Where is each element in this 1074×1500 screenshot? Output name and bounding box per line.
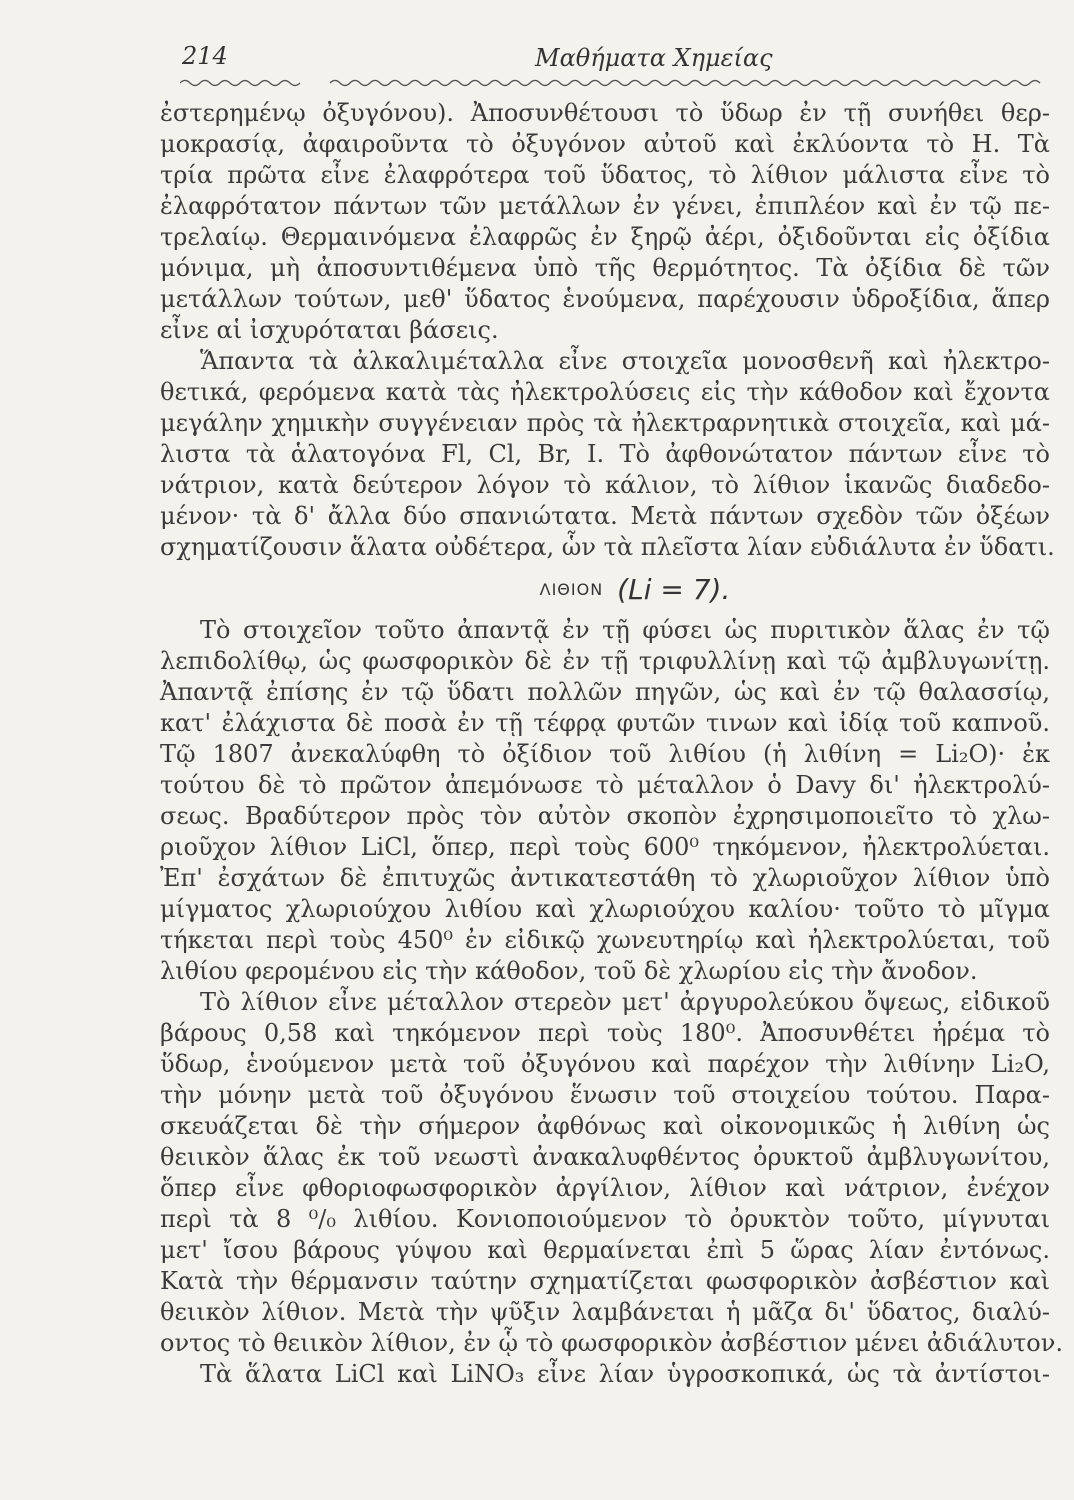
text-line: τήκεται περὶ τοὺς 450⁰ ἐν εἰδικῷ χωνευτηρίῳ καὶ ἠλεκτρολύεται, τοῦ (160, 926, 1050, 954)
text-line: λεπιδολίθῳ, ὡς φωσφορικὸν δὲ ἐν τῇ τριφυλλίνῃ καὶ τῷ ἀμβλυγωνίτῃ. (160, 647, 1050, 675)
text-line: μίγματος χλωριούχου λιθίου καὶ χλωριούχου καλίου· τοῦτο τὸ μῖγμα (160, 895, 1050, 923)
section-heading-formula: (Li = 7). (617, 572, 731, 606)
section-heading-label: ΛΙΘΙΟΝ (539, 579, 604, 599)
text-line: ὅπερ εἶνε φθοριοφωσφορικὸν ἀργίλιον, λίθιον καὶ νάτριον, ἐνέχον (160, 1174, 1050, 1202)
text-line: μοκρασίᾳ, ἀφαιροῦντα τὸ ὀξυγόνον αὐτοῦ καὶ ἐκλύοντα τὸ Η. Τὰ (160, 130, 1050, 158)
text-line: ριοῦχον λίθιον LiCl, ὅπερ, περὶ τοὺς 600⁰ τηκόμενον, ἠλεκτρολύεται. (160, 833, 1050, 861)
text-line: ἐλαφρότατον πάντων τῶν μετάλλων ἐν γένει, ἐπιπλέον καὶ ἐν τῷ πε- (160, 192, 1050, 220)
text-line: Τὸ λίθιον εἶνε μέταλλον στερεὸν μετ' ἀργυρολεύκου ὄψεως, εἰδικοῦ (200, 988, 1050, 1016)
text-line: κατ' ἐλάχιστα δὲ ποσὰ ἐν τῇ τέφρᾳ φυτῶν τινων καὶ ἰδίᾳ τοῦ καπνοῦ. (160, 709, 1050, 737)
text-line: τούτου δὲ τὸ πρῶτον ἀπεμόνωσε τὸ μέταλλον ὁ Davy δι' ἠλεκτρολύ- (160, 771, 1050, 799)
text-line: σεως. Βραδύτερον πρὸς τὸν αὐτὸν σκοπὸν ἐχρησιμοποιεῖτο τὸ χλω- (160, 802, 1050, 830)
text-line: Τὰ ἅλατα LiCl καὶ LiNO₃ εἶνε λίαν ὑγροσκοπικά, ὡς τὰ ἀντίστοι- (200, 1360, 1050, 1388)
text-line: μεγάλην χημικὴν συγγένειαν πρὸς τὰ ἠλεκτραρνητικὰ στοιχεῖα, καὶ μά- (160, 409, 1050, 437)
text-line: ὕδωρ, ἑνούμενον μετὰ τοῦ ὀξυγόνου καὶ παρέχον τὴν λιθίνην Li₂O, (160, 1050, 1050, 1078)
text-line: Τὸ στοιχεῖον τοῦτο ἀπαντᾷ ἐν τῇ φύσει ὡς πυριτικὸν ἅλας ἐν τῷ (200, 616, 1050, 644)
text-line: οντος τὸ θειικὸν λίθιον, ἐν ᾧ τὸ φωσφορικὸν ἀσβέστιον μένει ἀδιάλυτον. (160, 1329, 1063, 1357)
text-line: τρελαίῳ. Θερμαινόμενα ἐλαφρῶς ἐν ξηρῷ ἀέρι, ὀξιδοῦνται εἰς ὀξίδια (160, 223, 1050, 251)
text-line: Τῷ 1807 ἀνεκαλύφθη τὸ ὀξίδιον τοῦ λιθίου (ἡ λιθίνη = Li₂O)· ἐκ (160, 740, 1050, 768)
text-line: θειικὸν ἅλας ἐκ τοῦ νεωστὶ ἀνακαλυφθέντος ὀρυκτοῦ ἀμβλυγωνίτου, (160, 1143, 1050, 1171)
text-line: μόνιμα, μὴ ἀποσυντιθέμενα ὑπὸ τῆς θερμότητος. Τὰ ὀξίδια δὲ τῶν (160, 254, 1050, 282)
header-wavy-rule (180, 76, 1042, 90)
text-line: περὶ τὰ 8 ⁰/₀ λιθίου. Κονιοποιούμενον τὸ ὀρυκτὸν τοῦτο, μίγνυται (160, 1205, 1050, 1233)
page-number: 214 (182, 42, 228, 70)
page-header (160, 32, 1040, 92)
text-line: βάρους 0,58 καὶ τηκόμενον περὶ τοὺς 180⁰. Ἀποσυνθέτει ἠρέμα τὸ (160, 1019, 1050, 1047)
text-line: θετικά, φερόμενα κατὰ τὰς ἠλεκτρολύσεις εἰς τὴν κάθοδον καὶ ἔχοντα (160, 378, 1050, 406)
text-line: μένον· τὰ δ' ἄλλα δύο σπανιώτατα. Μετὰ πάντων σχεδὸν τῶν ὀξέων (160, 502, 1050, 530)
text-line: σχηματίζουσιν ἅλατα οὐδέτερα, ὧν τὰ πλεῖστα λίαν εὐδιάλυτα ἐν ὕδατι. (160, 533, 1055, 561)
text-line: θειικὸν λίθιον. Μετὰ τὴν ψῦξιν λαμβάνεται ἡ μᾶζα δι' ὕδατος, διαλύ- (160, 1298, 1050, 1326)
text-line: τὴν μόνην μετὰ τοῦ ὀξυγόνου ἕνωσιν τοῦ στοιχείου τούτου. Παρα- (160, 1081, 1050, 1109)
text-line: σκευάζεται δὲ τὴν σήμερον ἀφθόνως καὶ οἰκονομικῶς ἡ λιθίνη ὡς (160, 1112, 1050, 1140)
running-title: Μαθήματα Χημείας (535, 44, 773, 72)
text-line: Κατὰ τὴν θέρμανσιν ταύτην σχηματίζεται φωσφορικὸν ἀσβέστιον καὶ (160, 1267, 1050, 1295)
body-text (160, 98, 1063, 1390)
text-line: μετάλλων τούτων, μεθ' ὕδατος ἑνούμενα, παρέχουσιν ὑδροξίδια, ἅπερ (160, 285, 1050, 313)
text-line: τρία πρῶτα εἶνε ἐλαφρότερα τοῦ ὕδατος, τὸ λίθιον μάλιστα εἶνε τὸ (160, 161, 1050, 189)
text-line: Ἀπαντᾷ ἐπίσης ἐν τῷ ὕδατι πολλῶν πηγῶν, ὡς καὶ ἐν τῷ θαλασσίῳ, (160, 678, 1050, 706)
text-line: νάτριον, κατὰ δεύτερον λόγον τὸ κάλιον, τὸ λίθιον ἱκανῶς διαδεδο- (160, 471, 1050, 499)
text-line: Ἐπ' ἐσχάτων δὲ ἐπιτυχῶς ἀντικατεστάθη τὸ χλωριοῦχον λίθιον ὑπὸ (160, 864, 1050, 892)
section-heading (160, 563, 1050, 615)
text-line: λιστα τὰ ἁλατογόνα Fl, Cl, Br, I. Τὸ ἀφθονώτατον πάντων εἶνε τὸ (160, 440, 1050, 468)
text-line: λιθίου φερομένου εἰς τὴν κάθοδον, τοῦ δὲ χλωρίου εἰς τὴν ἄνοδον. (160, 957, 978, 985)
text-line: Ἅπαντα τὰ ἀλκαλιμέταλλα εἶνε στοιχεῖα μονοσθενῆ καὶ ἠλεκτρο- (200, 347, 1050, 375)
text-line: ἐστερημένῳ ὀξυγόνου). Ἀποσυνθέτουσι τὸ ὕδωρ ἐν τῇ συνήθει θερ- (160, 99, 1050, 127)
text-line: μετ' ἴσου βάρους γύψου καὶ θερμαίνεται ἐπὶ 5 ὥρας λίαν ἐντόνως. (160, 1236, 1050, 1264)
text-line: εἶνε αἱ ἰσχυρόταται βάσεις. (160, 316, 499, 344)
